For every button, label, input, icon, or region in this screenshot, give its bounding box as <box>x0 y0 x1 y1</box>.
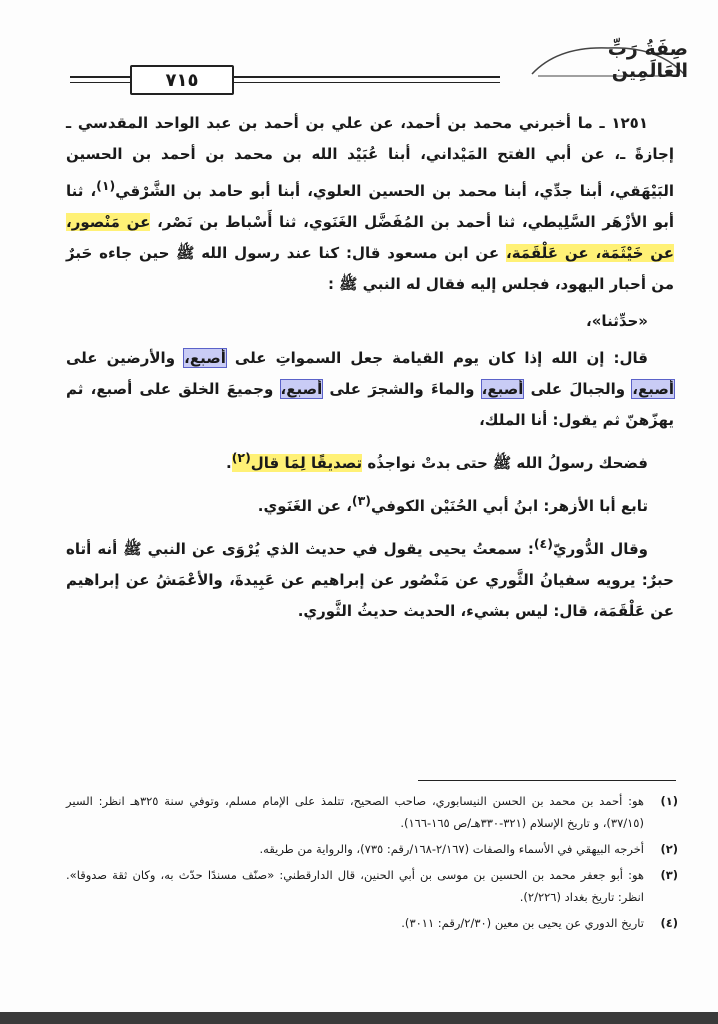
footnote-number: (٢) <box>660 842 678 856</box>
highlight-blue: أصبع، <box>280 380 323 398</box>
book-title-logo <box>528 40 688 80</box>
footnote-number: (٣) <box>660 868 678 882</box>
highlight-blue: أصبع، <box>632 380 674 398</box>
footnote-ref-1[interactable]: (١) <box>96 178 116 193</box>
footnote-ref-4[interactable]: (٤) <box>533 536 553 551</box>
footnote-ref-3[interactable]: (٣) <box>351 493 371 508</box>
paragraph-hadathana: «حدِّثنا»، <box>586 312 648 330</box>
highlight-blue: أصبع، <box>184 349 226 367</box>
highlight-yellow: عن مَنْصور، عن خَيْثَمَة، عن عَلْقَمَة، <box>66 213 674 262</box>
paragraph-duri: وقال الدُّوريّ$^{(٤)}$: سمعتُ يحيى يقول في حديث الذي يُرْوَى عن النبي ﷺ أنه أتاه حبرٌ: يرويه سفيانُ الثَّوري عن مَنْصُور عن إبراهيم عن عَبِيدةَ، والأعْمَشُ عن إبراهيم عن عَلْقَمَة، قال: ليس بشيء، الحديث حديثُ الثَّوري. <box>66 536 674 620</box>
paragraph-isnad: ١٢٥١ ـ ما أخبرني محمد بن أحمد، عن علي بن أحمد بن عبد الواحد المقدسي ـ إجازةً ـ، عن أبي الفتح المَيْداني، أبنا عُبَيْد الله بن محمد بن أحمد بن الحسين البَيْهَقي، أبنا جدِّي، أبنا محمد بن الحسين العلوي، أبنا أبو حامد بن الشَّرْقي$^{(١)}$، ثنا أبو الأزْهَر السَّلِيطي، ثنا أحمد بن المُفَضَّل الغَنَوي، ثنا أَسْباط بن نَصْر، عن مَنْصور، عن خَيْثَمَة، عن عَلْقَمَة، عن ابن مسعود قال: كنا عند رسول الله ﷺ حين جاءه حَبرٌ من أحبار اليهود، فجلس إليه فقال له النبي ﷺ : <box>66 114 674 293</box>
footnote-item <box>66 790 678 834</box>
paragraph-tabaa: تابع أبا الأزهر: ابنُ أبي الحُنَيْن الكوفي$^{(٣)}$، عن الغَنَوي. <box>257 493 648 515</box>
page-number: ٧١٥ <box>165 69 199 91</box>
footnote-text: أخرجه البيهقي في الأسماء والصفات (٢/١٦٧-١٦٨/رقم: ٧٣٥)، والرواية من طريقه. <box>259 842 644 856</box>
paragraph-matn: قال: إن الله إذا كان يوم القيامة جعل السمواتِ على أصبع، والأرضين على أصبع، والجبالَ على أصبع، والماءَ والشجرَ على أصبع، وجميعَ الخلق على أصبع، ثم يهزّهنّ ثم يقول: أنا الملك، <box>66 349 674 429</box>
logo-text: صِفَةُ رَبِّ العَالَمِين <box>607 38 688 82</box>
footnote-text: تاريخ الدوري عن يحيى بن معين (٢/٣٠/رقم: ٣٠١١). <box>401 916 644 930</box>
footnote-number: (٤) <box>660 916 678 930</box>
footnotes <box>66 790 678 938</box>
highlight-yellow: تصديقًا لِمَا قال$^{(٢)}$ <box>231 450 363 472</box>
footnote-item <box>66 838 678 860</box>
footnote-number: (١) <box>660 794 678 808</box>
footnote-ref-2[interactable]: (٢) <box>231 450 251 465</box>
footnote-text: هو: أبو جعفر محمد بن الحسين بن موسى بن أبي الحنين، قال الدارقطني: «صنّف مسندًا حدّث به، وكان ثقة صدوقا». انظر: تاريخ بغداد (٢/٢٢٦). <box>66 868 644 904</box>
highlight-blue: أصبع، <box>481 380 524 398</box>
footnote-text: هو: أحمد بن محمد بن الحسن النيسابوري، صاحب الصحيح، تتلمذ على الإمام مسلم، وتوفي سنة ٣٢٥هـ انظر: السير (٣٧/١٥)، و تاريخ الإسلام (٣٢١-٣٣٠هـ/ص ١٦٥-١٦٦). <box>66 794 644 830</box>
main-text <box>66 108 674 627</box>
page-header <box>70 30 690 90</box>
viewer-bottom-bar <box>0 1012 718 1024</box>
footnote-separator <box>418 780 676 781</box>
footnote-item <box>66 912 678 934</box>
paragraph-laughed: فضحك رسولُ الله ﷺ حتى بدتْ نواجذُه تصديقًا لِمَا قال$^{(٢)}$. <box>226 450 648 472</box>
footnote-item <box>66 864 678 908</box>
page-number-box <box>130 65 234 95</box>
